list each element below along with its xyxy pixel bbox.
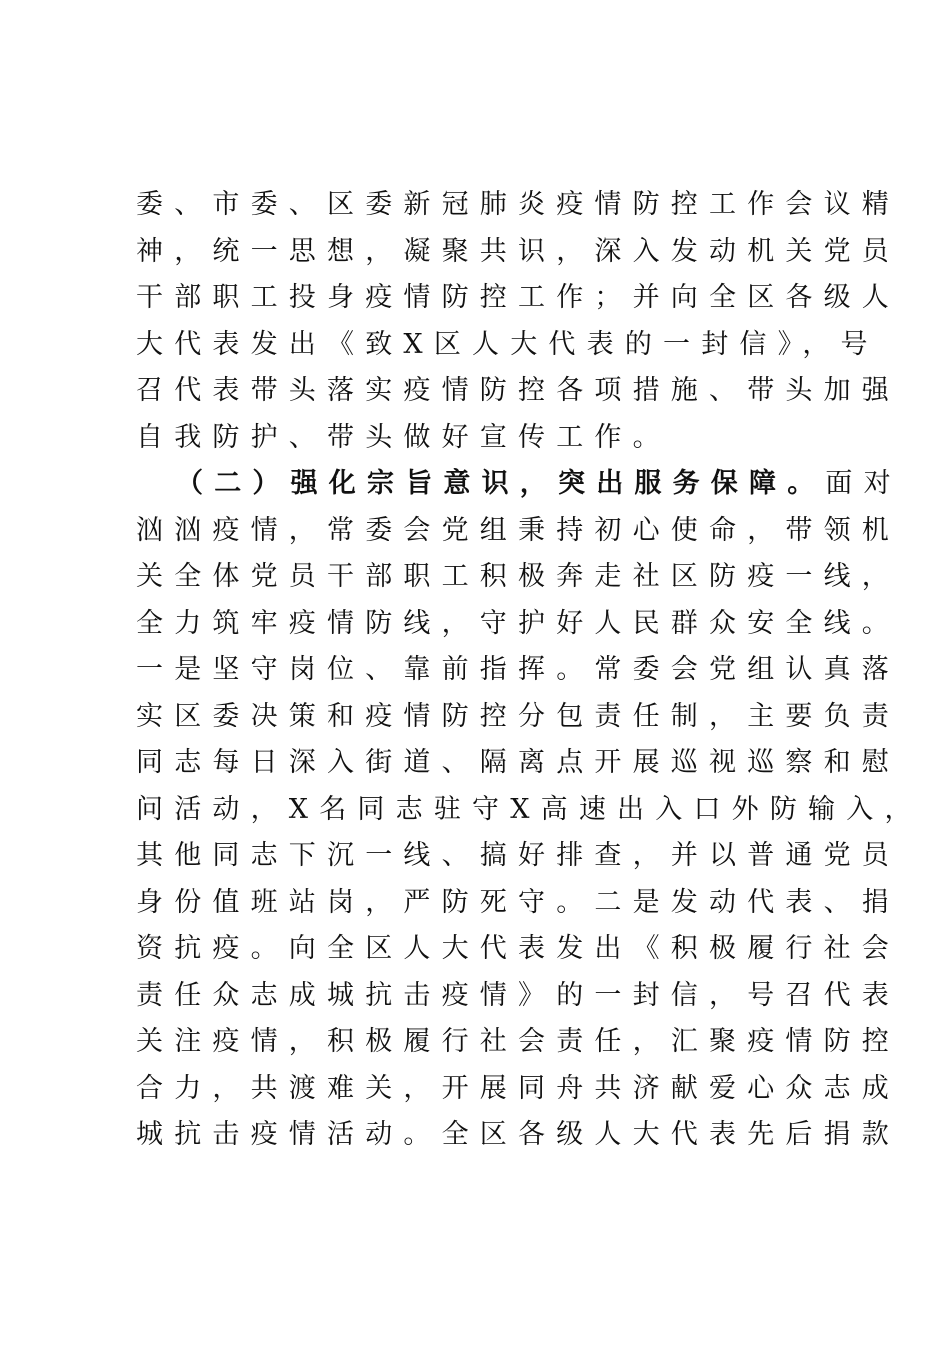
paragraph-line: 关全体党员干部职工积极奔走社区防疫一线， xyxy=(136,561,900,592)
paragraph-line: 问活动，X名同志驻守X高速出入口外防输入， xyxy=(136,793,923,825)
paragraph-line: 全力筑牢疫情防线，守护好人民群众安全线。 xyxy=(136,607,900,639)
body-text xyxy=(136,182,923,1159)
paragraph-line: 城抗击疫情活动。全区各级人大代表先后捐款 xyxy=(136,1119,900,1150)
section-heading-line xyxy=(136,461,902,508)
paragraph-line: 实区委决策和疫情防控分包责任制，主要负责 xyxy=(136,700,900,732)
paragraph-line: 资抗疫。向全区人大代表发出《积极履行社会 xyxy=(136,933,900,964)
paragraph-line: 干部职工投身疫情防控工作；并向全区各级人 xyxy=(136,282,900,313)
section-heading-tail: 面对 xyxy=(825,468,902,499)
paragraph-line: 汹汹疫情，常委会党组秉持初心使命，带领机 xyxy=(136,514,900,546)
paragraph-line: 一是坚守岗位、靠前指挥。常委会党组认真落 xyxy=(136,654,900,685)
paragraph-line: 其他同志下沉一线、搞好排查，并以普通党员 xyxy=(136,840,900,871)
paragraph-line: 身份值班站岗，严防死守。二是发动代表、捐 xyxy=(136,886,900,918)
paragraph-line: 自我防护、带头做好宣传工作。 xyxy=(136,421,671,453)
paragraph-line: 大代表发出《致X区人大代表的一封信》，号 xyxy=(136,328,879,360)
paragraph-line: 召代表带头落实疫情防控各项措施、带头加强 xyxy=(136,375,900,406)
section-heading: （二）强化宗旨意识，突出服务保障。 xyxy=(176,468,826,499)
paragraph-line: 同志每日深入街道、隔离点开展巡视巡察和慰 xyxy=(136,747,900,778)
paragraph-line: 合力，共渡难关，开展同舟共济献爱心众志成 xyxy=(136,1072,900,1104)
paragraph-line: 委、市委、区委新冠肺炎疫情防控工作会议精 xyxy=(136,189,900,220)
paragraph-line: 责任众志成城抗击疫情》的一封信，号召代表 xyxy=(136,979,900,1011)
paragraph-line: 神，统一思想，凝聚共识，深入发动机关党员 xyxy=(136,235,900,267)
paragraph-line: 关注疫情，积极履行社会责任，汇聚疫情防控 xyxy=(136,1026,900,1057)
